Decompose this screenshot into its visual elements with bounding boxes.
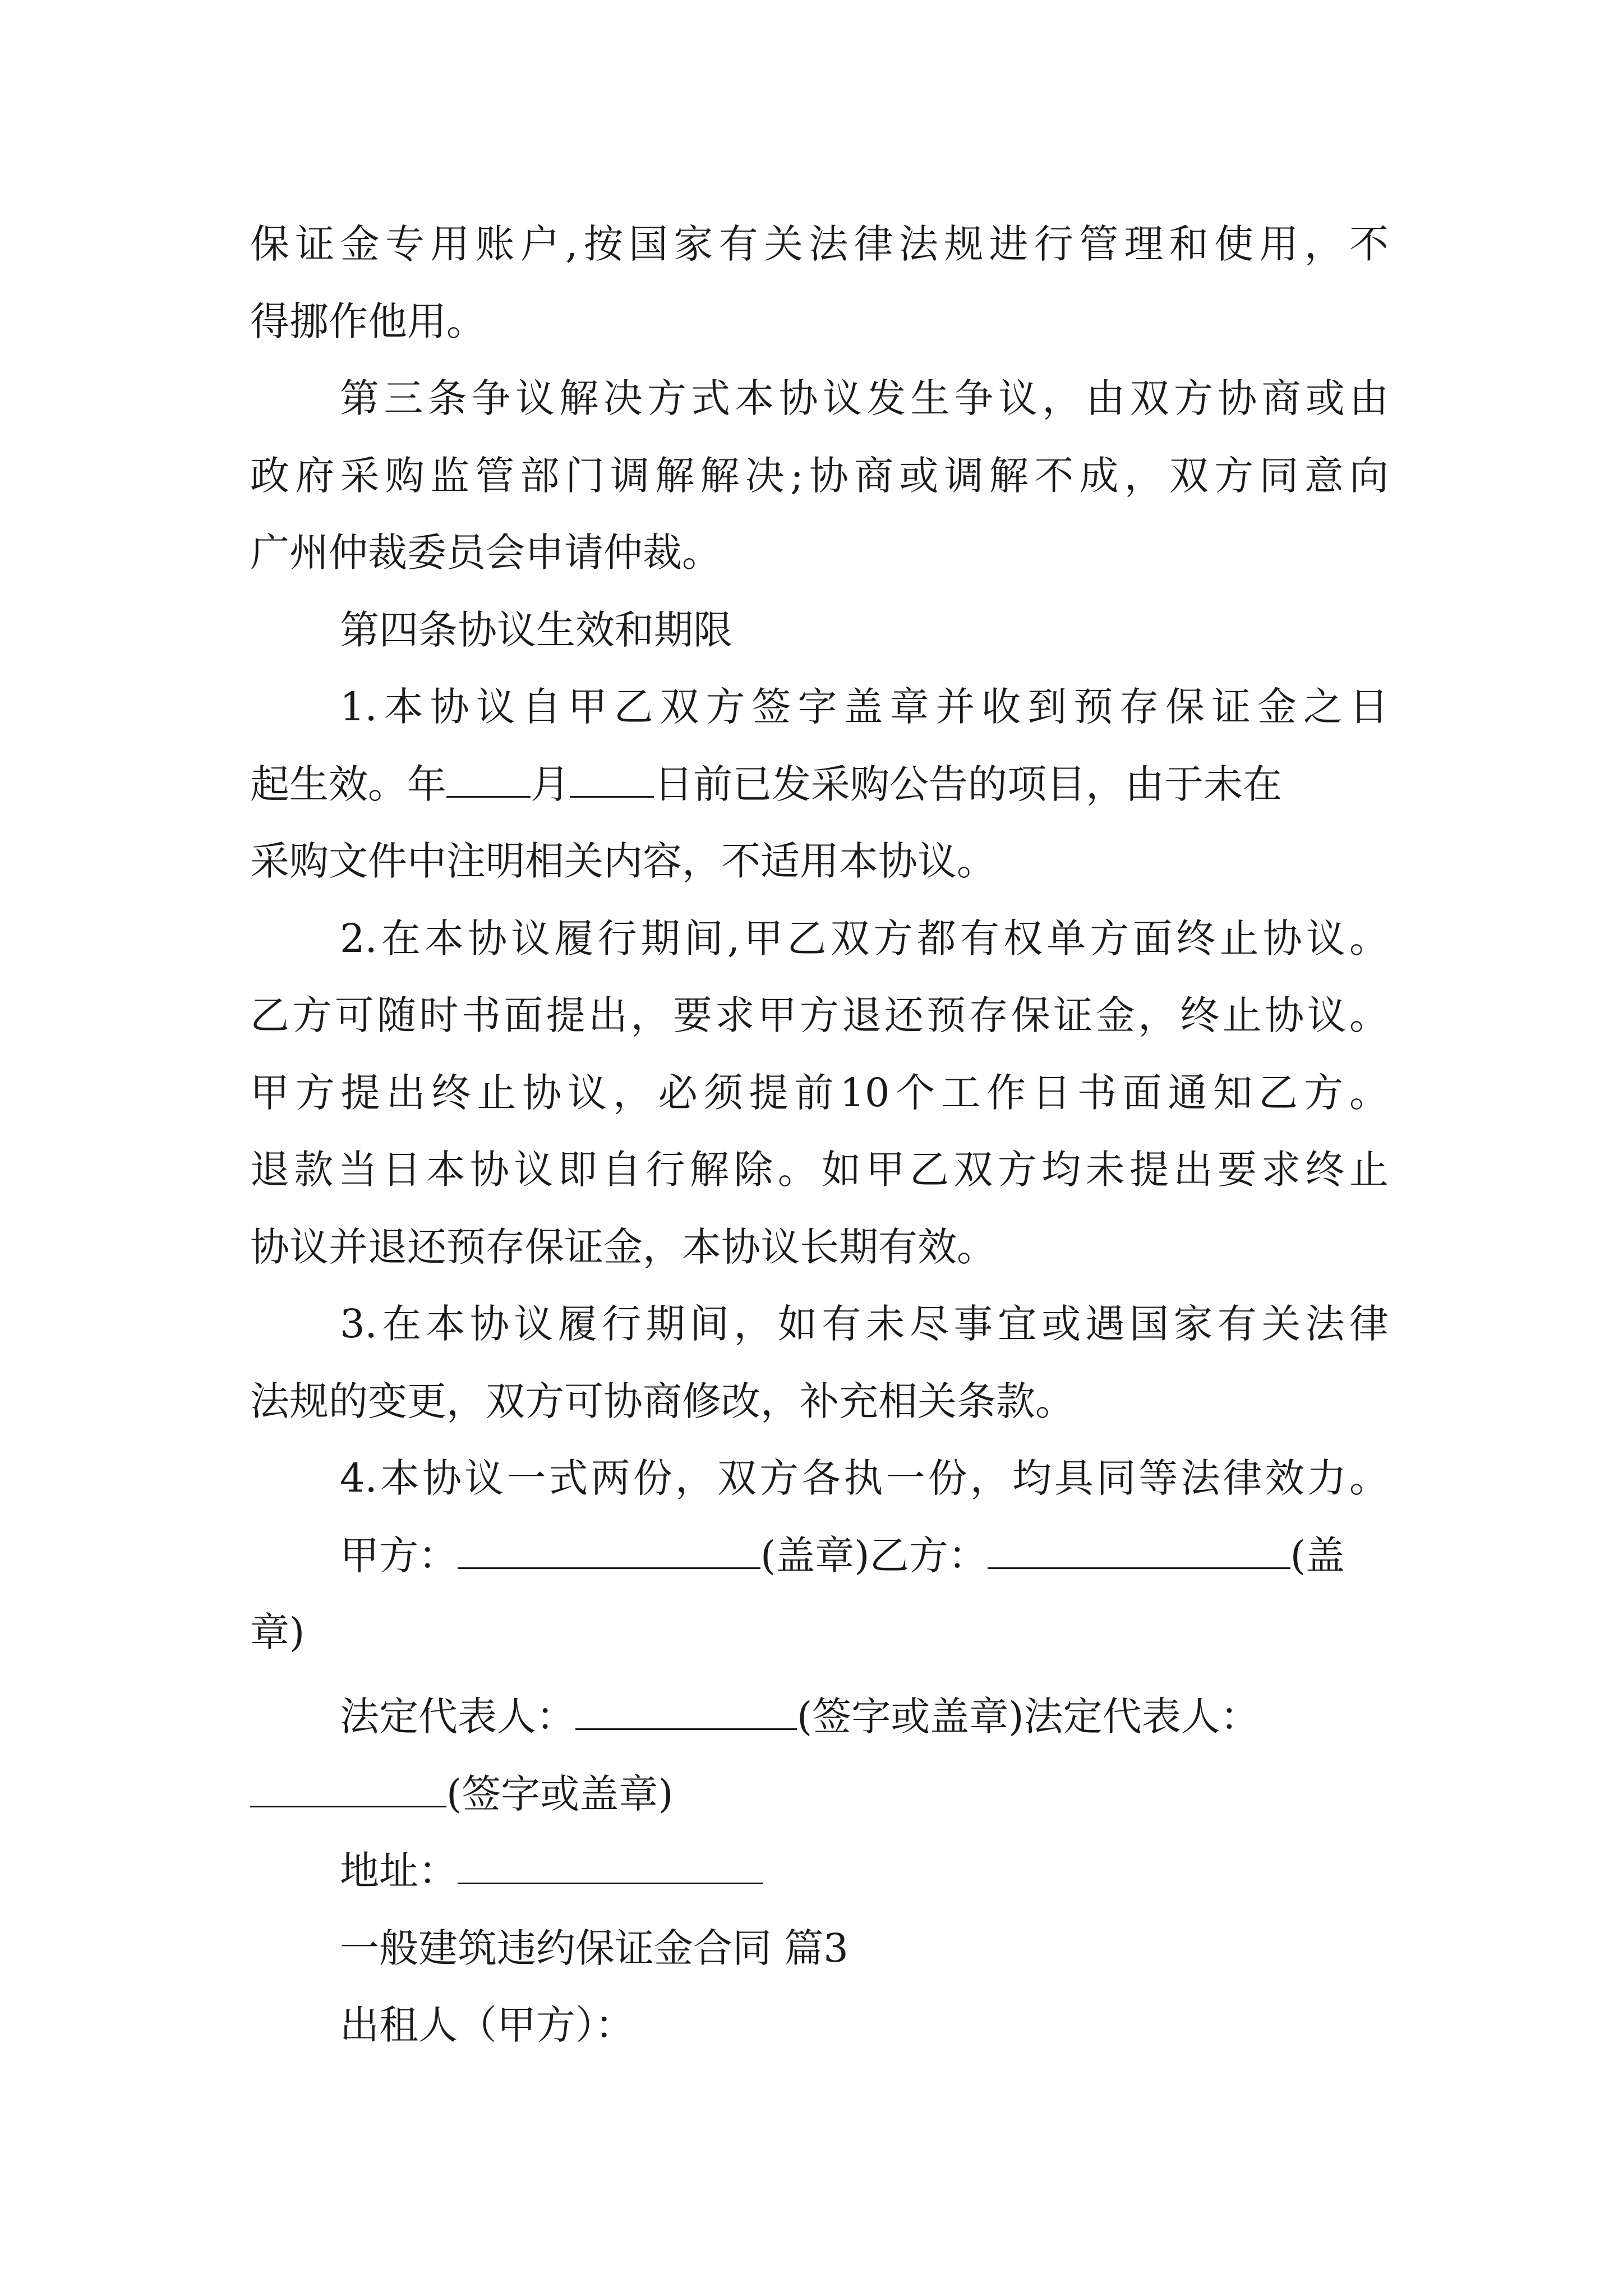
paragraph-line bbox=[250, 756, 1389, 812]
fill-in-blank-address bbox=[458, 1850, 763, 1884]
paragraph-line: 协议并退还预存保证金，本协议长期有效。 bbox=[250, 1224, 996, 1270]
text-segment: 日前已发采购公告的项目，由于未在 bbox=[654, 761, 1282, 807]
signature-line-parties bbox=[340, 1527, 1345, 1584]
text-segment: (盖 bbox=[1290, 1533, 1345, 1579]
address-line bbox=[340, 1843, 763, 1899]
paragraph-line: 保证金专用账户,按国家有关法律法规进行管理和使用，不 bbox=[250, 221, 1389, 267]
paragraph-line: 1.本协议自甲乙双方签字盖章并收到预存保证金之日 bbox=[340, 684, 1389, 730]
paragraph-line: 甲方提出终止协议，必须提前10个工作日书面通知乙方。 bbox=[250, 1070, 1389, 1116]
fill-in-blank-party-a bbox=[458, 1535, 760, 1569]
paragraph-line: 2.在本协议履行期间,甲乙双方都有权单方面终止协议。 bbox=[340, 915, 1389, 961]
paragraph-line: 得挪作他用。 bbox=[250, 298, 486, 344]
paragraph-line: 乙方可随时书面提出，要求甲方退还预存保证金，终止协议。 bbox=[250, 992, 1389, 1038]
paragraph-line: 法规的变更，双方可协商修改，补充相关条款。 bbox=[250, 1378, 1075, 1424]
paragraph-line: 广州仲裁委员会申请仲裁。 bbox=[250, 530, 721, 576]
text-segment: (盖章)乙方： bbox=[760, 1533, 988, 1579]
paragraph-line: 3.在本协议履行期间，如有未尽事宜或遇国家有关法律 bbox=[340, 1301, 1389, 1347]
fill-in-blank-day bbox=[570, 763, 654, 798]
signature-line-representatives bbox=[340, 1688, 1260, 1745]
paragraph-line: 4.本协议一式两份，双方各执一份，均具同等法律效力。 bbox=[340, 1455, 1389, 1501]
fill-in-blank-representative-a bbox=[575, 1696, 797, 1730]
paragraph-line: 政府采购监管部门调解解决;协商或调解不成，双方同意向 bbox=[250, 453, 1389, 499]
section-title: 一般建筑违约保证金合同 篇3 bbox=[340, 1925, 849, 1971]
text-segment: (签字或盖章) bbox=[446, 1771, 674, 1817]
signature-line-representative-b bbox=[250, 1766, 674, 1822]
fill-in-blank-party-b bbox=[988, 1535, 1290, 1569]
text-segment: 法定代表人： bbox=[340, 1694, 575, 1740]
text-segment: 甲方： bbox=[340, 1533, 458, 1579]
paragraph-line: 第三条争议解决方式本协议发生争议，由双方协商或由 bbox=[340, 375, 1389, 421]
paragraph-line: 采购文件中注明相关内容，不适用本协议。 bbox=[250, 838, 996, 884]
paragraph-line: 退款当日本协议即自行解除。如甲乙双方均未提出要求终止 bbox=[250, 1147, 1389, 1193]
text-segment: (签字或盖章)法定代表人： bbox=[797, 1694, 1260, 1740]
text-segment: 月 bbox=[531, 761, 570, 807]
text-segment: 地址： bbox=[340, 1848, 458, 1894]
section-heading: 第四条协议生效和期限 bbox=[340, 607, 732, 653]
paragraph-line: 章) bbox=[250, 1609, 305, 1655]
fill-in-blank-month bbox=[446, 763, 531, 798]
text-segment: 起生效。年 bbox=[250, 761, 446, 807]
paragraph-line: 出租人（甲方）： bbox=[340, 2002, 634, 2048]
fill-in-blank-representative-b bbox=[250, 1773, 446, 1807]
